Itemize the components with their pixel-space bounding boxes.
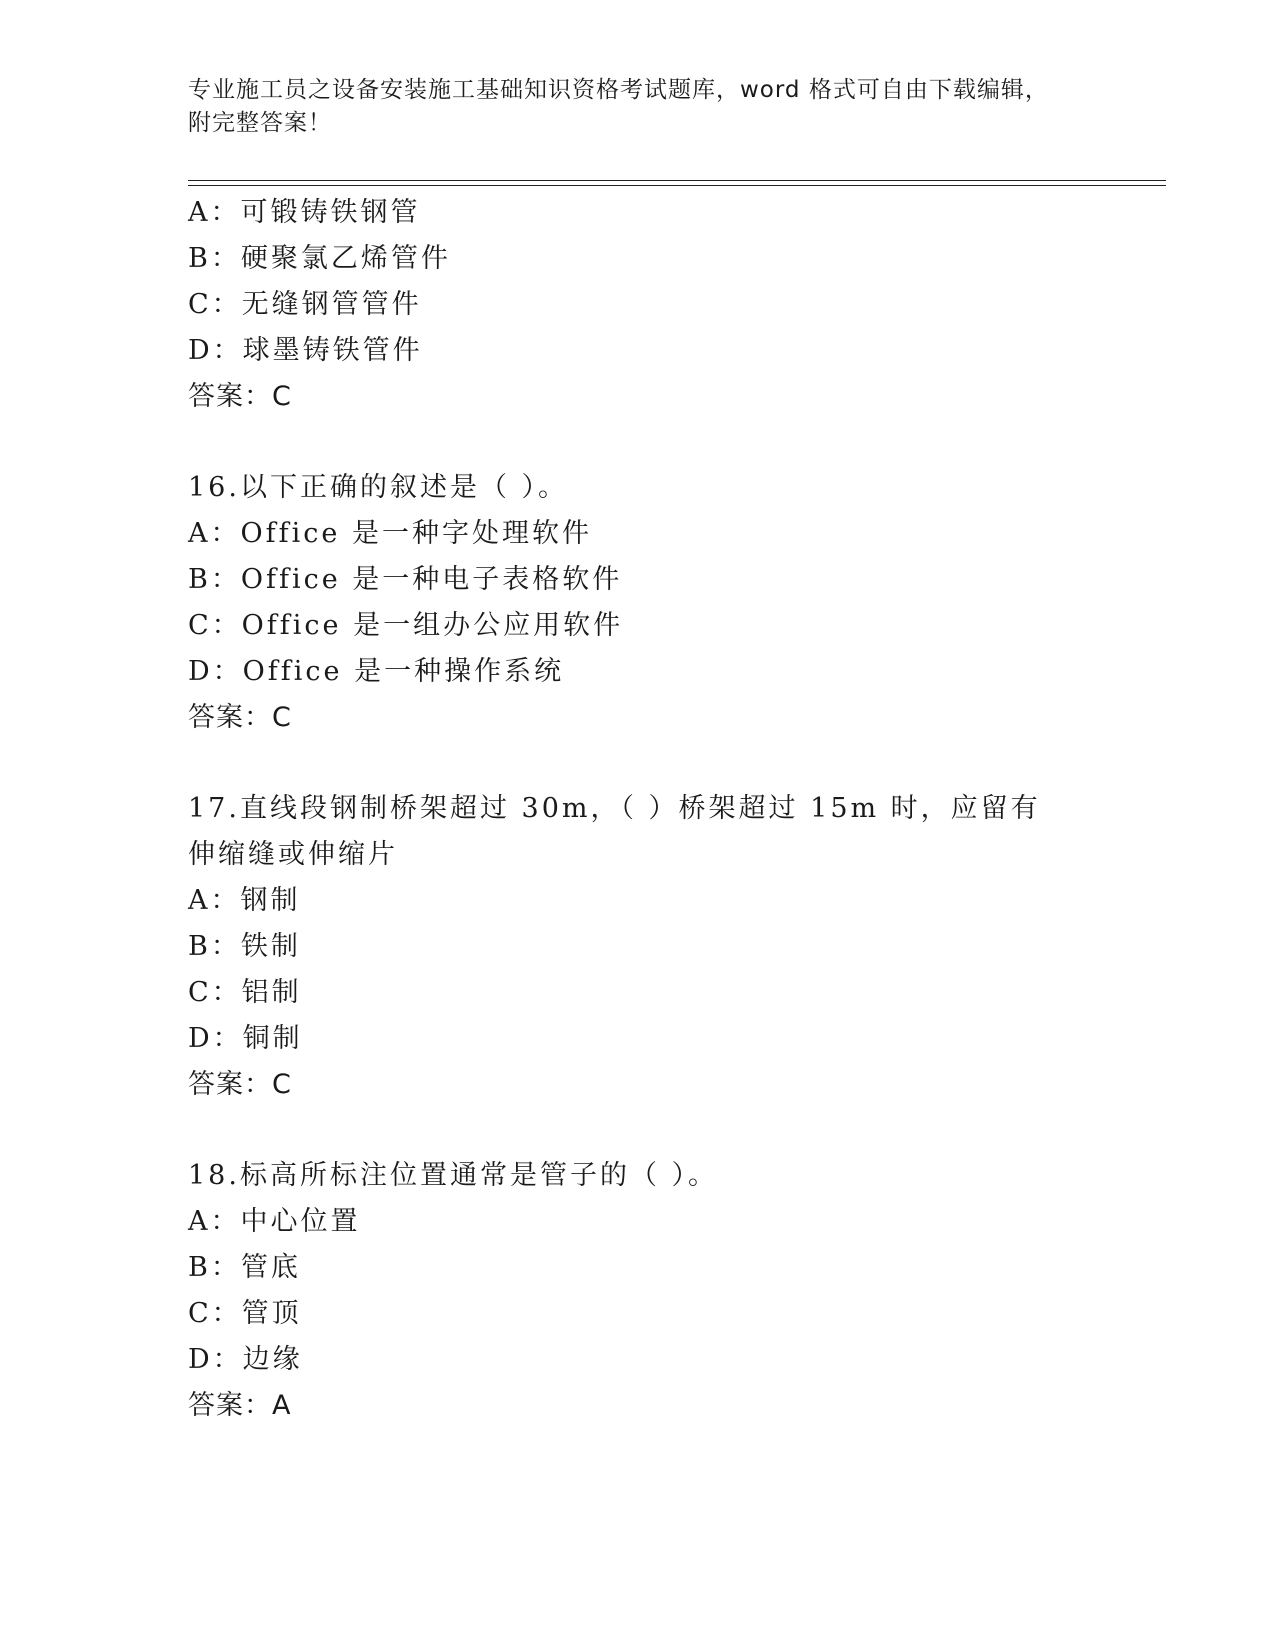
option-a: A：Office 是一种字处理软件: [188, 518, 592, 549]
option-d: D：Office 是一种操作系统: [188, 656, 565, 687]
option-b: B：管底: [188, 1252, 301, 1283]
header-divider-top: [188, 180, 1166, 181]
option-c: C：管顶: [188, 1298, 302, 1329]
question-block: [188, 190, 1148, 420]
header-line-1: 专业施工员之设备安装施工基础知识资格考试题库，word 格式可自由下载编辑，: [188, 77, 1049, 103]
option-d: D：边缘: [188, 1344, 303, 1375]
option-d: D：球墨铸铁管件: [188, 335, 423, 366]
option-a: A：可锻铸铁钢管: [188, 197, 421, 228]
option-b: B：Office 是一种电子表格软件: [188, 564, 623, 595]
header-divider-bottom: [188, 185, 1166, 186]
option-a: A：中心位置: [188, 1206, 361, 1237]
option-d: D：铜制: [188, 1023, 303, 1054]
header-line-2: 附完整答案！: [188, 110, 332, 136]
option-a: A：钢制: [188, 885, 301, 916]
option-b: B：硬聚氯乙烯管件: [188, 243, 451, 274]
option-c: C：Office 是一组办公应用软件: [188, 610, 624, 641]
option-c: C：无缝钢管管件: [188, 289, 422, 320]
question-list: [188, 190, 1148, 1429]
question-stem: 18.标高所标注位置通常是管子的（ ）。: [188, 1160, 719, 1191]
option-b: B：铁制: [188, 931, 301, 962]
question-block: [188, 465, 1148, 741]
question-stem: 16.以下正确的叙述是（ ）。: [188, 472, 569, 503]
answer-line: 答案：C: [188, 702, 292, 733]
answer-line: 答案：C: [188, 1069, 292, 1100]
question-stem: 17.直线段钢制桥架超过 30m，（ ）桥架超过 15m 时，应留有伸缩缝或伸缩片: [188, 793, 1041, 870]
answer-line: 答案：A: [188, 1390, 292, 1421]
answer-line: 答案：C: [188, 381, 292, 412]
question-block: [188, 786, 1148, 1108]
document-header: [188, 74, 1088, 140]
question-block: [188, 1153, 1148, 1429]
option-c: C：铝制: [188, 977, 302, 1008]
